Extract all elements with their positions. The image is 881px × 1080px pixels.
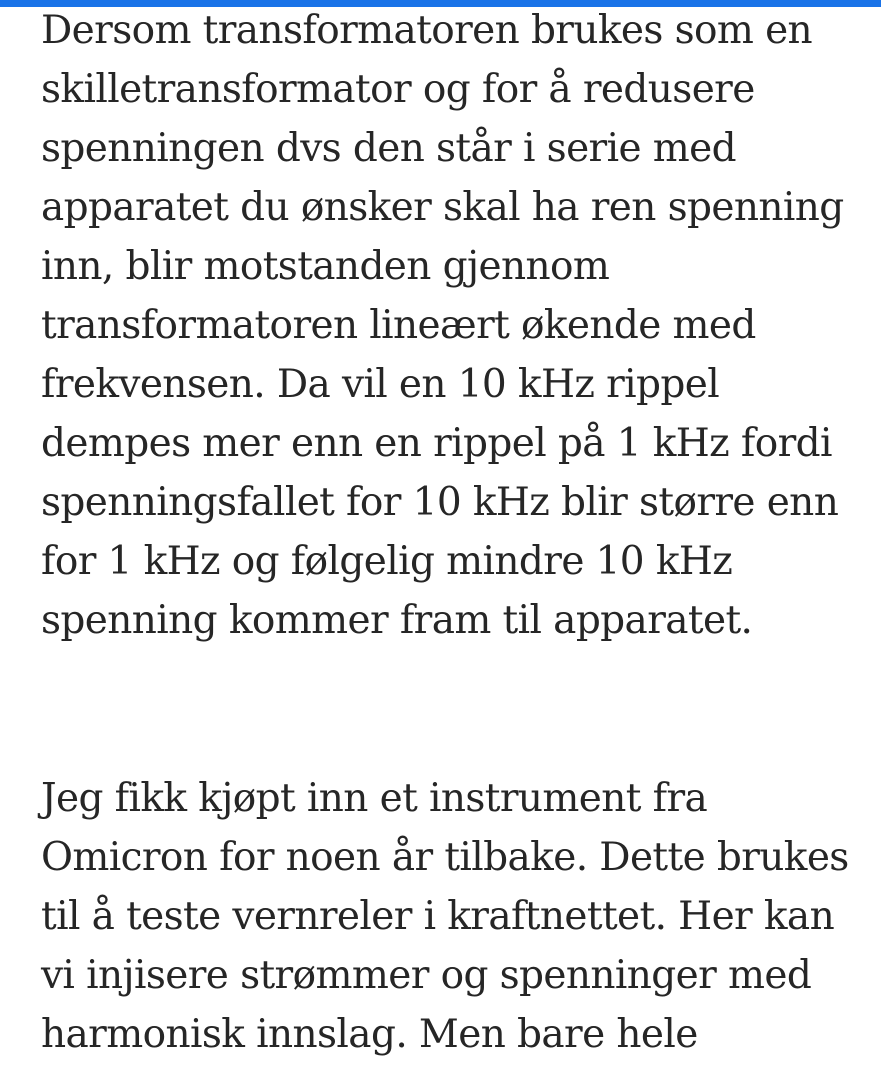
text-line: vi injisere strømmer og spenninger med — [41, 953, 812, 998]
text-line: skilletransformator og for å redusere — [41, 67, 755, 112]
text-line: spenningen dvs den står i serie med — [41, 126, 736, 171]
text-line: til å teste vernreler i kraftnettet. Her kan — [41, 894, 835, 939]
text-line: for 1 kHz og følgelig mindre 10 kHz — [41, 539, 733, 584]
article-paragraph-1 — [41, 1, 844, 650]
text-line: inn, blir motstanden gjennom — [41, 244, 610, 289]
text-line: spenning kommer fram til apparatet. — [41, 598, 753, 643]
text-line: transformatoren lineært økende med — [41, 303, 756, 348]
text-line: dempes mer enn en rippel på 1 kHz fordi — [41, 421, 832, 466]
article-paragraph-2 — [41, 769, 849, 1064]
text-line: Omicron for noen år tilbake. Dette brukes — [41, 835, 849, 880]
text-line: spenningsfallet for 10 kHz blir større enn — [41, 480, 839, 525]
text-line: Jeg fikk kjøpt inn et instrument fra — [41, 776, 708, 821]
text-line: frekvensen. Da vil en 10 kHz rippel — [41, 362, 720, 407]
text-line: apparatet du ønsker skal ha ren spenning — [41, 185, 844, 230]
text-line: Dersom transformatoren brukes som en — [41, 8, 813, 53]
text-line: harmonisk innslag. Men bare hele — [41, 1012, 698, 1057]
